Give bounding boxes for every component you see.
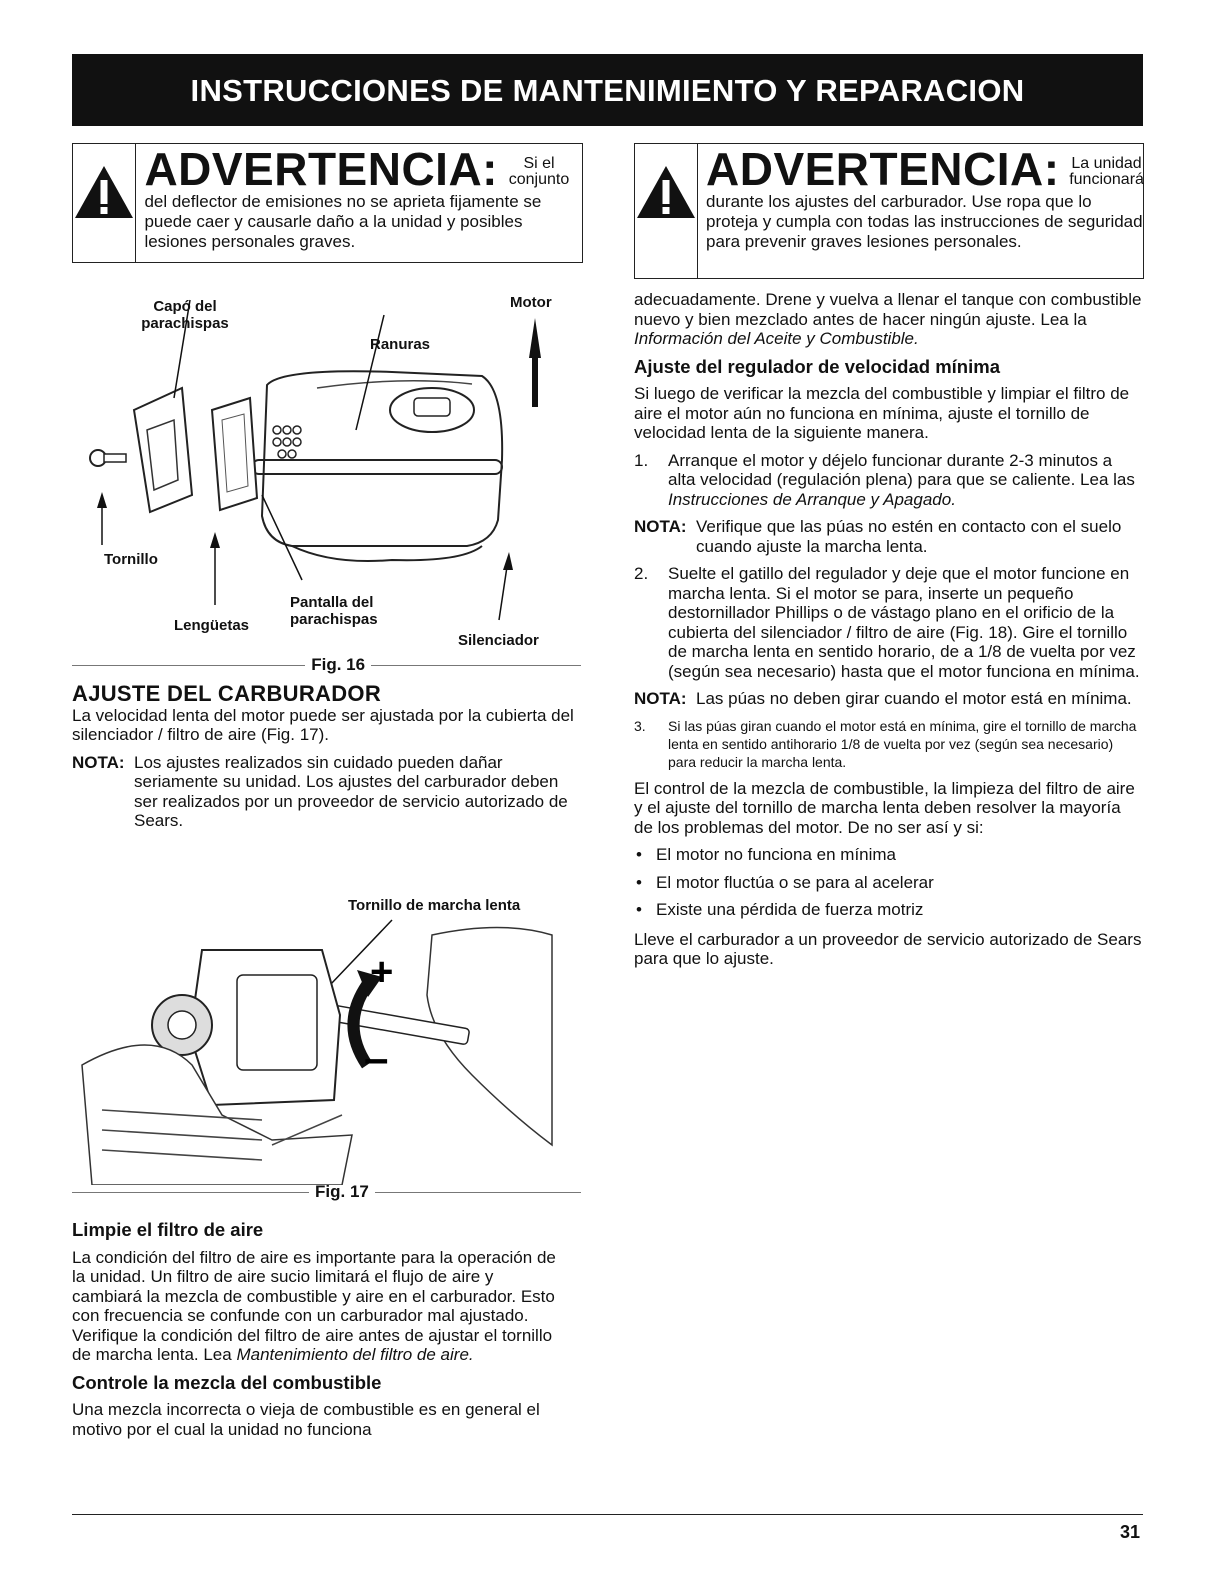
warning-box-left: [72, 143, 583, 263]
control-paragraph: El control de la mezcla de combustible, la limpieza del filtro de aire y el ajuste del tornillo de marcha lenta deben resolver la mayoría de los problemas del motor. De no ser así y si:: [634, 778, 1135, 837]
bullet-text: Existe una pérdida de fuerza motriz: [656, 900, 924, 919]
fig17-plus-icon: +: [370, 950, 394, 994]
step-number: 3.: [634, 717, 646, 734]
right-column: [634, 290, 1144, 977]
list-item: [634, 717, 1144, 771]
fig16-label-motor: Motor: [510, 294, 552, 311]
note-text: Los ajustes realizados sin cuidado pueden dañar seriamente su unidad. Los ajustes del carburador deben ser realizados por un proveedor de servicio autorizado de Sears.: [134, 752, 568, 830]
limpie-ref: Mantenimiento del filtro de aire.: [236, 1345, 474, 1364]
subsection-title-controle: Controle la mezcla del combustible: [72, 1371, 382, 1393]
left-column-lower: [72, 1220, 567, 1447]
steps-list-1: [634, 451, 1144, 510]
bullet-text: El motor fluctúa o se para al acelerar: [656, 872, 934, 892]
steps-list-3: [634, 717, 1144, 771]
step-number: 1.: [634, 450, 649, 470]
note-1: [634, 517, 1144, 556]
closing-paragraph: Lleve el carburador a un proveedor de servicio autorizado de Sears para que lo ajuste.: [634, 929, 1142, 968]
list-item: • El motor no funciona en mínima: [636, 845, 897, 864]
footer-divider: [72, 1514, 1143, 1515]
warning-text: durante los ajustes del carburador. Use ropa que lo proteja y cumpla con todas las instrucciones de seguridad para prevenir graves lesiones personales.: [706, 192, 1143, 251]
section-title-carburador: AJUSTE DEL CARBURADOR: [72, 681, 382, 706]
fig17-caption: Fig. 17: [315, 1182, 369, 1201]
step-number: 2.: [634, 564, 649, 583]
note-label: NOTA:: [634, 517, 687, 536]
step-text: Suelte el gatillo del regulador y deje que el motor funcione en marcha lenta. Si el motor se para, inserte un pequeño destornillador Phillips o de vástago plano en el orificio de la cubierta del silenciador / filtro de aire (Fig. 18). Gire el tornillo de marcha lenta en sentido horario, de a 1/8 de vuelta por vez (según sea necesario) hasta que el motor funciona en mínima.: [668, 564, 1140, 681]
steps-list-2: [634, 564, 1144, 681]
fig16-label-ranuras: Ranuras: [370, 336, 431, 353]
fig16-label-lenguetas: Lengüetas: [174, 617, 250, 634]
symptom-list: [634, 845, 1144, 920]
controle-text: Una mezcla incorrecta o vieja de combustible es en general el motivo por el cual la unidad no funciona: [72, 1400, 540, 1439]
fig16-caption-row: [72, 655, 581, 675]
fig17-minus-icon: –: [364, 1034, 389, 1083]
bullet-text: El motor no funciona en mínima: [656, 845, 897, 864]
fig16-label-pantalla: Pantalla del parachispas: [290, 594, 378, 628]
step-text: Arranque el motor y déjelo funcionar durante 2-3 minutos a alta velocidad (regulación plena) para que se caliente. Lea las: [668, 450, 1135, 489]
note-label: NOTA:: [72, 752, 125, 772]
continued-ref: Información del Aceite y Combustible.: [634, 329, 919, 348]
subsection-title-limpie: Limpie el filtro de aire: [72, 1219, 264, 1240]
subsection-title-ajuste: Ajuste del regulador de velocidad mínima: [634, 355, 1000, 377]
ajuste-intro: Si luego de verificar la mezcla del combustible y limpiar el filtro de aire el motor aún no funciona en mínima, ajuste el tornillo de velocidad lenta de la siguiente manera.: [634, 384, 1130, 442]
fig16-label-capo: Capó del parachispas: [141, 298, 229, 332]
fig17-carburetor-illustration: [72, 915, 582, 1185]
note-2: [634, 689, 1144, 709]
warning-lead: Si el conjunto: [508, 155, 570, 188]
fig16-label-tornillo: Tornillo: [104, 551, 158, 568]
list-item: • El motor fluctúa o se para al acelerar: [636, 872, 934, 892]
warning-triangle-icon: [73, 164, 135, 220]
step-ref: Instrucciones de Arranque y Apagado.: [668, 489, 956, 509]
continued-paragraph: [634, 290, 1144, 349]
carburador-intro: La velocidad lenta del motor puede ser ajustada por la cubierta del silenciador / filtro de aire (Fig. 17).: [72, 705, 574, 744]
carburador-note: [72, 753, 582, 831]
warning-lead: La unidad funcionará: [1069, 155, 1144, 188]
step-text: Si las púas giran cuando el motor está en mínima, gire el tornillo de marcha lenta en sentido antihorario 1/8 de vuelta por vez (según sea necesario) para reducir la marcha lenta.: [668, 717, 1137, 770]
fig16-label-silenciador: Silenciador: [458, 632, 539, 649]
list-item: • Existe una pérdida de fuerza motriz: [636, 900, 924, 919]
warning-text: del deflector de emisiones no se aprieta fijamente se puede caer y causarle daño a la unidad y posibles lesiones personales graves.: [144, 192, 542, 251]
warning-heading: ADVERTENCIA:: [144, 143, 498, 195]
fig17-caption-row: [72, 1182, 581, 1202]
page-banner-title: INSTRUCCIONES DE MANTENIMIENTO Y REPARACION: [72, 54, 1143, 126]
fig17-label-tornillo: Tornillo de marcha lenta: [348, 897, 521, 914]
warning-box-right: [634, 143, 1144, 279]
list-item: [634, 564, 1144, 681]
page-number: 31: [1119, 1522, 1140, 1542]
limpie-text: La condición del filtro de aire es importante para la operación de la unidad. Un filtro de aire sucio limitará el flujo de aire y cambiará la mezcla de combustible y aire en el carburador. Esto con frecuencia se confunde con un carburador mal ajustado. Verifique la condición del filtro de aire antes de ajustar el tornillo de marcha lenta. Lea: [72, 1247, 556, 1364]
warning-triangle-icon: [635, 164, 697, 220]
limpie-paragraph: [72, 1248, 567, 1365]
warning-heading: ADVERTENCIA:: [706, 143, 1060, 195]
note-label: NOTA:: [634, 689, 687, 708]
fig16-caption: Fig. 16: [311, 655, 366, 674]
list-item: [634, 451, 1144, 510]
continued-text: adecuadamente. Drene y vuelva a llenar el tanque con combustible nuevo y bien mezclado antes de hacer ningún ajuste. Lea la: [634, 290, 1142, 329]
note-text: Las púas no deben girar cuando el motor está en mínima.: [696, 689, 1132, 708]
note-text: Verifique que las púas no estén en contacto con el suelo cuando ajuste la marcha lenta.: [696, 517, 1122, 556]
left-column-carburador: [72, 681, 582, 839]
